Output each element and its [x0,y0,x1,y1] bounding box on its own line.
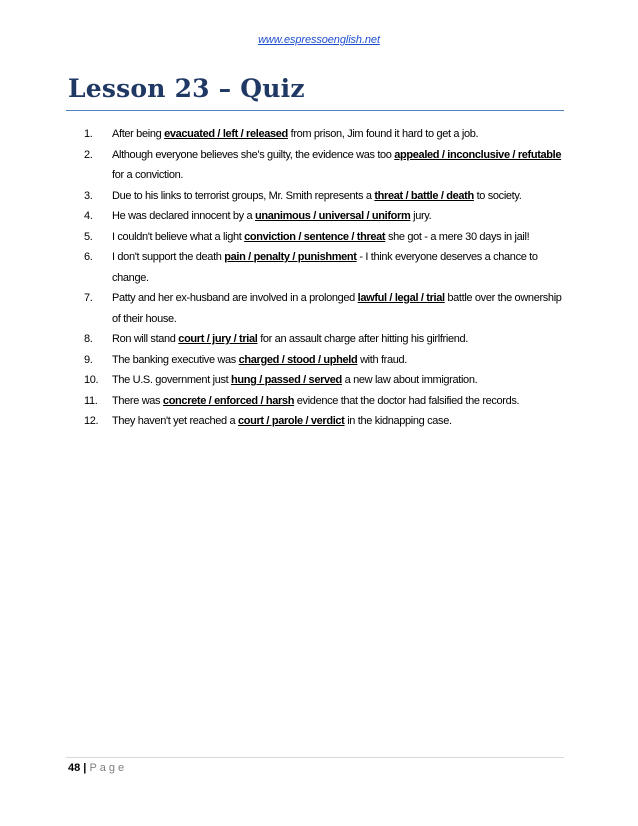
quiz-item [84,329,562,350]
item-number: 1. [84,128,93,140]
item-text: There was concrete / enforced / harsh evidence that the doctor had falsified the records. [112,394,520,407]
item-text: The banking executive was charged / stood / upheld with fraud. [112,353,407,366]
page-label: Page [89,762,128,774]
quiz-item [84,227,562,248]
item-number: 9. [84,353,93,366]
quiz-list [84,124,562,432]
item-text: I couldn't believe what a light conviction / sentence / threat she got - a mere 30 days in jail! [112,230,530,243]
item-text: Patty and her ex-husband are involved in a prolonged lawful / legal / trial battle over the ownership of their house. [112,292,562,325]
item-number: 12. [84,415,99,427]
answer-options: hung / passed / served [231,374,342,386]
item-text: After being evacuated / left / released from prison, Jim found it hard to get a job. [112,128,479,140]
item-number: 8. [84,333,93,345]
item-text: They haven't yet reached a court / parole / verdict in the kidnapping case. [112,415,452,427]
item-number: 5. [84,230,93,243]
quiz-item [84,370,562,391]
quiz-item [84,206,562,227]
item-text: Due to his links to terrorist groups, Mr. Smith represents a threat / battle / death to society. [112,189,522,202]
quiz-item [84,124,562,145]
footer-separator: | [80,762,90,774]
item-number: 3. [84,189,93,202]
quiz-item [84,350,562,371]
item-text: Although everyone believes she's guilty, the evidence was too appealed / inconclusive / refutable for a conviction. [112,148,562,181]
item-number: 4. [84,210,93,222]
answer-options: charged / stood / upheld [238,353,358,366]
title-divider [66,110,564,111]
item-text: I don't support the death pain / penalty / punishment - I think everyone deserves a chance to change. [112,251,538,284]
item-text: The U.S. government just hung / passed / served a new law about immigration. [112,374,478,386]
item-number: 6. [84,251,93,263]
item-number: 7. [84,292,93,304]
item-number: 11. [84,394,98,407]
footer-divider [66,757,564,758]
answer-options: pain / penalty / punishment [224,251,357,263]
page-title: Lesson 23 – Quiz [68,74,305,103]
header-url-link[interactable]: www.espressoenglish.net [258,34,380,46]
quiz-item [84,288,562,329]
answer-options: threat / battle / death [374,189,474,202]
answer-options: lawful / legal / trial [357,292,445,304]
quiz-item [84,186,562,207]
answer-options: concrete / enforced / harsh [162,394,295,407]
answer-options: court / parole / verdict [237,415,345,427]
answer-options: unanimous / universal / uniform [254,210,411,222]
item-text: Ron will stand court / jury / trial for an assault charge after hitting his girlfriend. [112,333,468,345]
answer-options: appealed / inconclusive / refutable [394,148,562,161]
page-footer [68,762,127,774]
quiz-item [84,247,562,288]
page-number: 48 [68,762,81,774]
item-text: He was declared innocent by a unanimous / universal / uniform jury. [112,210,432,222]
answer-options: court / jury / trial [178,333,258,345]
answer-options: evacuated / left / released [164,128,288,140]
quiz-item [84,391,562,412]
answer-options: conviction / sentence / threat [244,230,386,243]
quiz-item [84,145,562,186]
item-number: 2. [84,148,93,161]
quiz-item [84,411,562,432]
item-number: 10. [84,374,99,386]
